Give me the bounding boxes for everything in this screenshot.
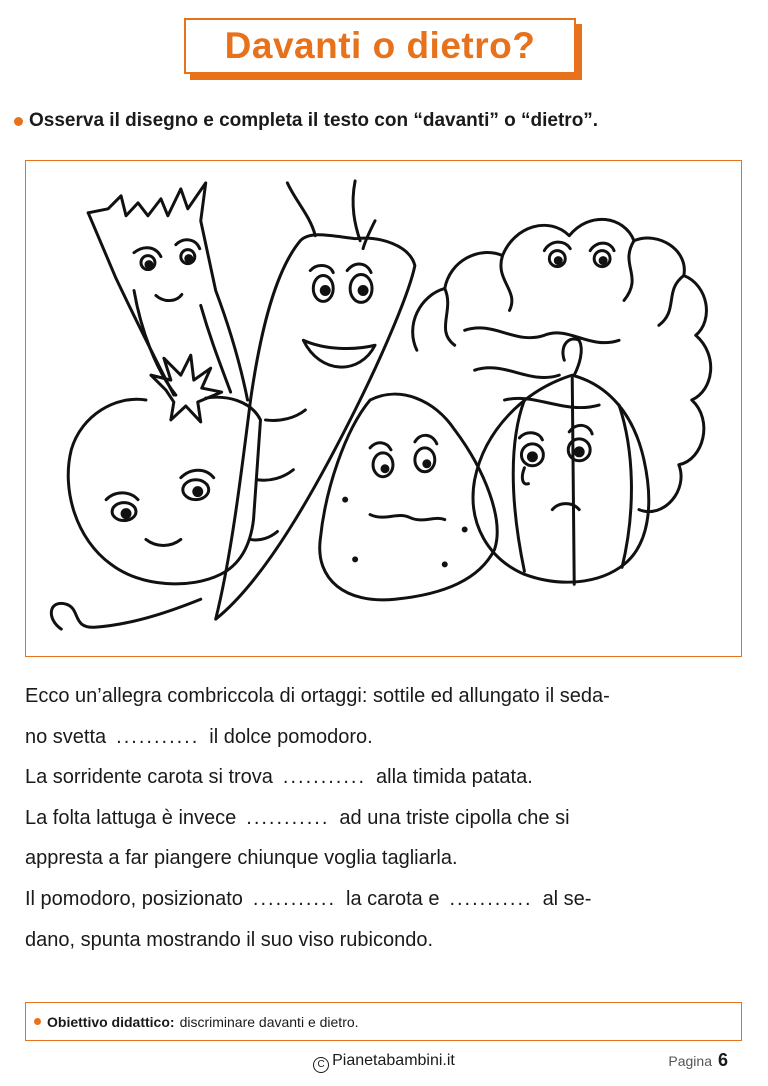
blank-field[interactable]: ........... [282, 766, 367, 789]
page-label: Pagina [668, 1053, 712, 1069]
text-segment: il dolce pomodoro. [209, 725, 373, 748]
bullet-icon [34, 1018, 41, 1025]
blank-field[interactable]: ........... [246, 806, 330, 829]
instruction-text: Osserva il disegno e completa il testo con “davanti” o “dietro”. [29, 110, 599, 131]
text-segment: La folta lattuga è invece [25, 806, 237, 829]
text-segment: no svetta [25, 725, 107, 748]
lettuce-drawing [413, 219, 711, 511]
objective-text: discriminare davanti e dietro. [179, 1013, 359, 1030]
text-segment: alla timida patata. [376, 766, 533, 789]
exercise-line-6 [25, 879, 745, 920]
page-title: Davanti o dietro? [224, 25, 536, 66]
exercise-line-4 [25, 798, 745, 839]
text-segment: dano, spunta mostrando il suo viso rubicondo. [25, 928, 434, 951]
brand-name: Pianetabambini.it [332, 1052, 455, 1069]
objective-label: Obiettivo didattico: [47, 1013, 175, 1030]
title-box [184, 18, 576, 74]
text-segment: Il pomodoro, posizionato [25, 887, 243, 910]
blank-field[interactable]: ........... [252, 887, 337, 910]
tomato-drawing [51, 355, 260, 629]
text-segment: appresta a far piangere chiunque voglia tagliarla. [25, 847, 458, 870]
vegetables-illustration [25, 160, 742, 657]
onion-drawing [473, 339, 649, 584]
instruction [14, 110, 754, 132]
exercise-text [25, 676, 745, 960]
blank-field[interactable]: ........... [116, 725, 200, 748]
exercise-line-7 [25, 920, 745, 961]
text-segment: Ecco un’allegra combriccola di ortaggi: sottile ed allungato il seda- [25, 685, 610, 707]
objective-box [25, 1002, 742, 1041]
text-segment: La sorridente carota si trova [25, 766, 273, 789]
carrot-drawing [216, 181, 415, 619]
footer-brand [0, 1052, 768, 1073]
bullet-icon [14, 117, 23, 126]
exercise-line-5 [25, 838, 745, 879]
exercise-line-1 [25, 676, 745, 717]
text-segment: la carota e [346, 887, 440, 910]
blank-field[interactable]: ........... [449, 887, 533, 910]
exercise-line-2 [25, 717, 745, 758]
exercise-line-3 [25, 757, 745, 798]
text-segment: al se- [542, 887, 592, 910]
page-number [668, 1050, 728, 1071]
copyright-icon: C [313, 1057, 329, 1073]
page-number-value: 6 [717, 1050, 728, 1070]
text-segment: ad una triste cipolla che si [339, 806, 570, 829]
title-banner [184, 18, 584, 82]
